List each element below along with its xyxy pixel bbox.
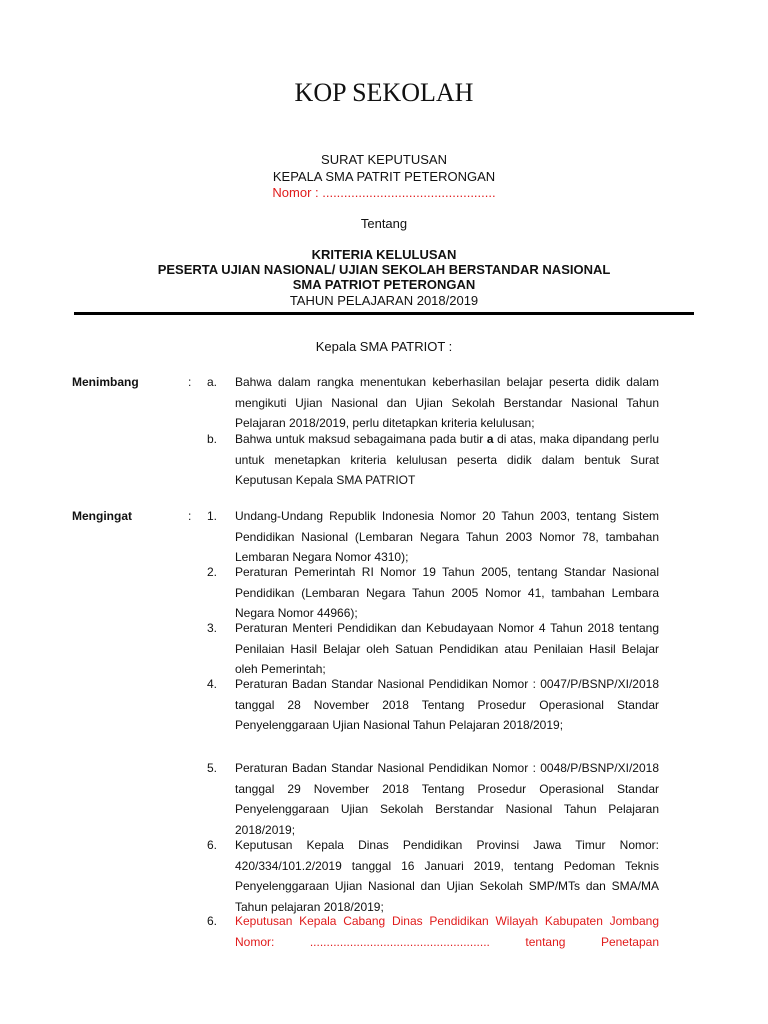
- mengingat-item-1: Undang-Undang Republik Indonesia Nomor 20 Tahun 2003, tentang Sistem Pendidikan Nasional (Lembaran Negara Tahun 2003 Nomor 78, tambahan Lembaran Negara Nomor 4310);: [235, 509, 659, 564]
- mengingat-item-5: Peraturan Badan Standar Nasional Pendidikan Nomor : 0048/P/BSNP/XI/2018 tanggal 29 November 2018 Tentang Prosedur Operasional Standar Penyelenggaraan Ujian Sekolah Berstandar Nasional Tahun Pelajaran 2018/2019;: [235, 761, 659, 837]
- mengingat-label: Mengingat: [72, 509, 132, 523]
- menimbang-num-a: a.: [207, 375, 218, 389]
- header-divider: [74, 312, 694, 315]
- mengingat-num-5: 5.: [207, 761, 218, 775]
- mengingat-item-4: Peraturan Badan Standar Nasional Pendidikan Nomor : 0047/P/BSNP/XI/2018 tanggal 28 November 2018 Tentang Prosedur Operasional Standar Penyelenggaraan Ujian Nasional Tahun Pelajaran 2018/2019;: [235, 677, 659, 732]
- tahun-pelajaran: TAHUN PELAJARAN 2018/2019: [289, 293, 479, 308]
- mengingat-item-7: Keputusan Kepala Cabang Dinas Pendidikan Wilayah Kabupaten Jombang Nomor: ...................................................... tentang Penetapan: [235, 914, 659, 949]
- surat-keputusan-heading: SURAT KEPUTUSAN: [321, 152, 447, 167]
- kepala-sma-heading: KEPALA SMA PATRIT PETERONGAN: [272, 169, 496, 184]
- menimbang-num-b: b.: [207, 432, 218, 446]
- menimbang-item-b-bold: a: [486, 432, 494, 446]
- nomor-line: Nomor : ................................................: [272, 185, 496, 200]
- mengingat-num-1: 1.: [207, 509, 218, 523]
- kriteria-kelulusan-title: KRITERIA KELULUSAN: [311, 247, 457, 262]
- mengingat-num-3: 3.: [207, 621, 218, 635]
- mengingat-item-3: Peraturan Menteri Pendidikan dan Kebudayaan Nomor 4 Tahun 2018 tentang Penilaian Hasil Belajar oleh Satuan Pendidikan atau Penilaian Hasil Belajar oleh Pemerintah;: [235, 621, 659, 676]
- menimbang-item-b-text1: Bahwa untuk maksud sebagaimana pada butir: [235, 432, 487, 446]
- sma-patriot-title: SMA PATRIOT PETERONGAN: [292, 277, 476, 292]
- mengingat-num-6: 6.: [207, 838, 218, 852]
- kepala-patriot-label: Kepala SMA PATRIOT :: [315, 339, 453, 354]
- kop-sekolah-title: KOP SEKOLAH: [294, 78, 474, 107]
- mengingat-num-4: 4.: [207, 677, 218, 691]
- menimbang-colon: :: [188, 375, 192, 389]
- mengingat-num-7: 6.: [207, 914, 218, 928]
- mengingat-item-2: Peraturan Pemerintah RI Nomor 19 Tahun 2005, tentang Standar Nasional Pendidikan (Lembaran Negara Tahun 2005 Nomor 41, tambahan Lembara Negara Nomor 44966);: [235, 565, 659, 620]
- peserta-ujian-title: PESERTA UJIAN NASIONAL/ UJIAN SEKOLAH BERSTANDAR NASIONAL: [157, 262, 611, 277]
- mengingat-colon: :: [188, 509, 192, 523]
- menimbang-label: Menimbang: [72, 375, 139, 389]
- menimbang-item-b: [235, 429, 659, 491]
- menimbang-item-b-text2: di atas, maka dipandang perlu untuk menetapkan kriteria kelulusan peserta didik dalam bentuk Surat Keputusan Kepala SMA PATRIOT: [235, 432, 660, 487]
- menimbang-item-a: Bahwa dalam rangka menentukan keberhasilan belajar peserta didik dalam mengikuti Ujian Nasional dan Ujian Sekolah Berstandar Nasional Tahun Pelajaran 2018/2019, perlu ditetapkan kriteria kelulusan;: [235, 375, 659, 430]
- mengingat-item-6: Keputusan Kepala Dinas Pendidikan Provinsi Jawa Timur Nomor: 420/334/101.2/2019 tanggal 16 Januari 2019, tentang Pedoman Teknis Penyelenggaraan Ujian Nasional dan Ujian Sekolah SMP/MTs dan SMA/MA Tahun pelajaran 2018/2019;: [235, 838, 659, 914]
- mengingat-num-2: 2.: [207, 565, 218, 579]
- tentang-label: Tentang: [360, 216, 408, 231]
